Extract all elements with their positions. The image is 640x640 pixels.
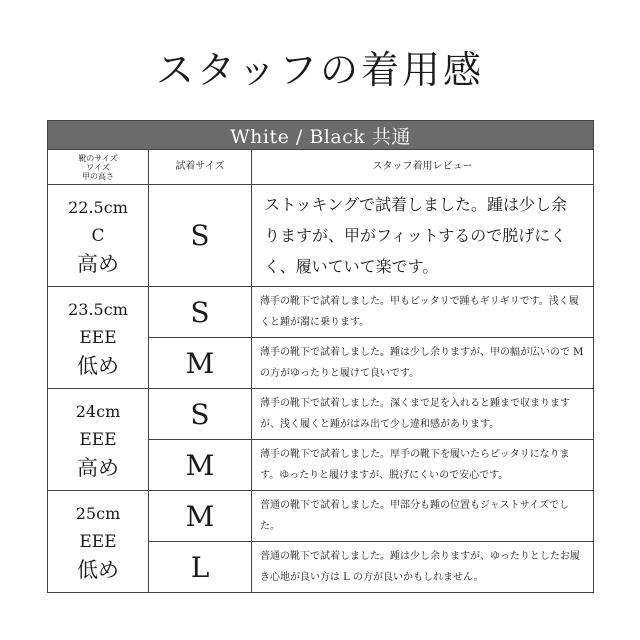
color-banner: White / Black 共通 — [48, 121, 594, 150]
tried-size: M — [149, 440, 252, 491]
shoe-width: EEE — [79, 531, 117, 552]
staff-review: 薄手の靴下で試着しました。厚手の靴下を履いたらピッタリになります。ゆったりと履けますが、脱げにくいので安心です。 — [252, 440, 594, 491]
instep-height: 低め — [77, 557, 119, 582]
shoe-spec-cell — [48, 185, 149, 287]
staff-review: 普通の靴下で試着しました。甲部分も踵の位置もジャストサイズでした。 — [252, 491, 594, 542]
staff-review: 薄手の靴下で試着しました。甲もピッタリで踵もギリギリです。浅く履くと踵が濁に乗ります。 — [252, 287, 594, 338]
tried-size: S — [149, 185, 252, 287]
staff-review: ストッキングで試着しました。踵は少し余りますが、甲がフィットするので脱げにくく、履いていて楽です。 — [252, 185, 594, 287]
shoe-spec-cell — [48, 389, 149, 491]
instep-height: 高め — [77, 455, 119, 480]
tried-size: L — [149, 542, 252, 593]
shoe-length: 24cm — [75, 401, 121, 421]
tried-size: S — [149, 287, 252, 338]
shoe-width: EEE — [79, 327, 117, 348]
shoe-spec-cell — [48, 491, 149, 593]
header-shoe-size: 靴のサイズ — [78, 153, 118, 163]
staff-review: 薄手の靴下で試着しました。踵は少し余りますが、甲の幅が広いので M の方がゆったりと履けて良いです。 — [252, 338, 594, 389]
header-width: ワイズ — [86, 162, 110, 172]
staff-review: 薄手の靴下で試着しました。深くまで足を入れると踵まで収まりますが、浅く履くと踵がはみ出て少し違和感があります。 — [252, 389, 594, 440]
header-shoe-spec — [48, 150, 149, 185]
shoe-length: 22.5cm — [68, 197, 128, 217]
header-instep: 甲の高さ — [82, 171, 114, 181]
shoe-length: 25cm — [75, 503, 121, 523]
shoe-spec-cell — [48, 287, 149, 389]
tried-size: M — [149, 338, 252, 389]
shoe-length: 23.5cm — [68, 299, 128, 319]
tried-size: S — [149, 389, 252, 440]
tried-size: M — [149, 491, 252, 542]
staff-review: 普通の靴下で試着しました。踵は少し余りますが、ゆったりとしたお履き心地が良い方は L の方が良いかもしれません。 — [252, 542, 594, 593]
page-title: スタッフの着用感 — [155, 48, 484, 92]
header-staff-review: スタッフ着用レビュー — [252, 150, 594, 185]
instep-height: 高め — [77, 251, 119, 276]
fit-review-table — [47, 120, 594, 593]
instep-height: 低め — [77, 353, 119, 378]
shoe-width: EEE — [79, 429, 117, 450]
header-tried-size: 試着サイズ — [149, 150, 252, 185]
shoe-width: C — [91, 225, 105, 246]
